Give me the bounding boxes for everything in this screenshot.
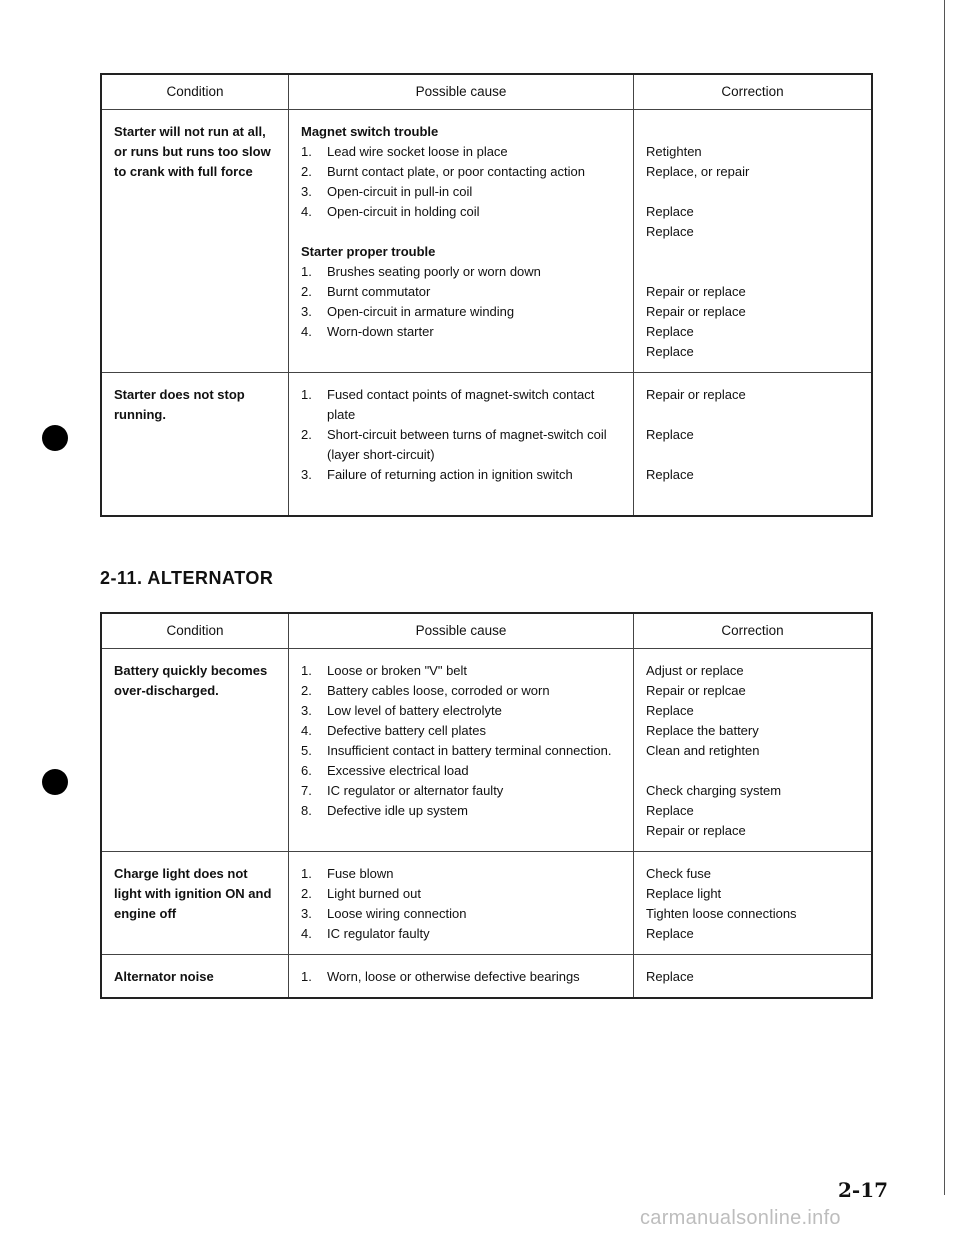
condition-cell: Charge light does not light with ignition ON and engine off	[101, 852, 289, 955]
condition-cell: Battery quickly becomes over-discharged.	[101, 649, 289, 852]
correction-text: Replace	[646, 926, 694, 941]
cause-text: Failure of returning action in ignition switch	[327, 467, 573, 482]
correction-spacer	[646, 262, 861, 282]
correction-group	[646, 967, 861, 987]
cause-group	[301, 661, 623, 821]
item-number: 3.	[301, 703, 312, 718]
item-number: 2.	[301, 284, 312, 299]
cause-list-item	[301, 465, 623, 485]
correction-text: Replace	[646, 969, 694, 984]
correction-spacer	[646, 122, 861, 142]
cause-list-item	[301, 322, 623, 342]
cause-list	[301, 864, 623, 944]
item-number: 5.	[301, 743, 312, 758]
correction-cell	[634, 852, 873, 955]
cause-list-item	[301, 385, 623, 425]
item-number: 7.	[301, 783, 312, 798]
correction-text: Repair or replcae	[646, 683, 746, 698]
cause-list-item	[301, 182, 623, 202]
table-row	[101, 955, 872, 999]
item-number: 4.	[301, 926, 312, 941]
condition-cell: Starter will not run at all, or runs but runs too slow to crank with full force	[101, 110, 289, 373]
binder-hole	[42, 769, 68, 795]
cause-list-item	[301, 761, 623, 781]
cause-text: Short-circuit between turns of magnet-switch coil (layer short-circuit)	[327, 427, 607, 462]
cause-text: Open-circuit in armature winding	[327, 304, 515, 319]
cause-list-item	[301, 781, 623, 801]
cause-text: Brushes seating poorly or worn down	[327, 264, 541, 279]
item-number: 4.	[301, 723, 312, 738]
cause-text: Loose or broken "V" belt	[327, 663, 468, 678]
condition-cell: Alternator noise	[101, 955, 289, 999]
cause-text: IC regulator or alternator faulty	[327, 783, 504, 798]
cause-list-item	[301, 864, 623, 884]
cause-text: Battery cables loose, corroded or worn	[327, 683, 550, 698]
correction-text: Replace	[646, 224, 694, 239]
correction-text: Replace	[646, 803, 694, 818]
header-correction: Correction	[634, 74, 873, 110]
item-number: 4.	[301, 324, 312, 339]
binder-hole	[42, 425, 68, 451]
cause-list-item	[301, 302, 623, 322]
cause-list-item	[301, 162, 623, 182]
correction-group	[646, 262, 861, 362]
item-number: 3.	[301, 906, 312, 921]
possible-cause-cell	[289, 110, 634, 373]
item-number: 2.	[301, 427, 312, 442]
item-number: 6.	[301, 763, 312, 778]
cause-text: Defective idle up system	[327, 803, 468, 818]
table-row	[101, 373, 872, 517]
cause-list	[301, 661, 623, 821]
alternator-troubleshooting-table	[100, 612, 873, 999]
cause-text: Open-circuit in holding coil	[327, 204, 480, 219]
cause-text: Defective battery cell plates	[327, 723, 486, 738]
cause-group	[301, 864, 623, 944]
cause-list-item	[301, 701, 623, 721]
item-number: 4.	[301, 204, 312, 219]
correction-cell	[634, 373, 873, 517]
item-number: 2.	[301, 886, 312, 901]
cause-group	[301, 122, 623, 222]
correction-cell	[634, 955, 873, 999]
cause-text: Burnt commutator	[327, 284, 431, 299]
cause-text: IC regulator faulty	[327, 926, 430, 941]
correction-group	[646, 864, 861, 944]
correction-text: Adjust or replace	[646, 663, 744, 678]
cause-list-item	[301, 202, 623, 222]
cause-list	[301, 967, 623, 987]
item-number: 3.	[301, 467, 312, 482]
correction-text: Check charging system	[646, 783, 782, 798]
correction-text: Replace	[646, 344, 694, 359]
starter-troubleshooting-table	[100, 73, 873, 517]
cause-list-item	[301, 142, 623, 162]
correction-text: Replace	[646, 427, 694, 442]
cause-list-item	[301, 282, 623, 302]
cause-group-heading: Starter proper trouble	[301, 244, 436, 259]
table-row	[101, 649, 872, 852]
cause-list-item	[301, 425, 623, 465]
item-number: 1.	[301, 387, 312, 402]
possible-cause-cell	[289, 852, 634, 955]
correction-cell	[634, 649, 873, 852]
cause-list	[301, 385, 623, 485]
correction-text: Retighten	[646, 144, 702, 159]
cause-list-item	[301, 884, 623, 904]
possible-cause-cell	[289, 649, 634, 852]
cause-list-item	[301, 904, 623, 924]
possible-cause-cell	[289, 373, 634, 517]
cause-text: Excessive electrical load	[327, 763, 469, 778]
condition-cell: Starter does not stop running.	[101, 373, 289, 517]
correction-text: Replace	[646, 204, 694, 219]
item-number: 1.	[301, 969, 312, 984]
header-possible-cause: Possible cause	[289, 74, 634, 110]
header-condition: Condition	[101, 74, 289, 110]
correction-text: Replace	[646, 467, 694, 482]
cause-list-item	[301, 681, 623, 701]
cause-text: Lead wire socket loose in place	[327, 144, 508, 159]
correction-group	[646, 385, 861, 505]
item-number: 3.	[301, 304, 312, 319]
cause-text: Fused contact points of magnet-switch contact plate	[327, 387, 595, 422]
item-number: 2.	[301, 164, 312, 179]
page-number: 2-17	[838, 1178, 889, 1202]
cause-text: Light burned out	[327, 886, 421, 901]
cause-group	[301, 242, 623, 342]
correction-text: Replace, or repair	[646, 164, 750, 179]
correction-text: Check fuse	[646, 866, 712, 881]
cause-list-item	[301, 967, 623, 987]
footer-watermark: carmanualsonline.info	[640, 1207, 841, 1229]
cause-group	[301, 967, 623, 987]
correction-text: Repair or replace	[646, 823, 746, 838]
correction-group	[646, 661, 861, 841]
header-correction: Correction	[634, 613, 873, 649]
correction-cell	[634, 110, 873, 373]
cause-text: Fuse blown	[327, 866, 394, 881]
correction-text: Repair or replace	[646, 387, 746, 402]
correction-text: Repair or replace	[646, 284, 746, 299]
correction-text: Replace	[646, 703, 694, 718]
cause-list-item	[301, 801, 623, 821]
correction-text: Clean and retighten	[646, 743, 760, 758]
cause-group-heading: Magnet switch trouble	[301, 124, 439, 139]
item-number: 1.	[301, 866, 312, 881]
table-header-row	[101, 613, 872, 649]
cause-list-item	[301, 721, 623, 741]
cause-group	[301, 385, 623, 485]
page-edge-line	[944, 0, 945, 1195]
header-condition: Condition	[101, 613, 289, 649]
item-number: 2.	[301, 683, 312, 698]
correction-group	[646, 122, 861, 242]
cause-list-item	[301, 661, 623, 681]
cause-list	[301, 262, 623, 342]
cause-text: Worn-down starter	[327, 324, 434, 339]
section-title: 2-11. ALTERNATOR	[100, 568, 274, 588]
header-possible-cause: Possible cause	[289, 613, 634, 649]
cause-list-item	[301, 262, 623, 282]
item-number: 1.	[301, 663, 312, 678]
table-header-row	[101, 74, 872, 110]
item-number: 3.	[301, 184, 312, 199]
table-row	[101, 852, 872, 955]
cause-list-item	[301, 741, 623, 761]
cause-text: Low level of battery electrolyte	[327, 703, 502, 718]
cause-text: Burnt contact plate, or poor contacting action	[327, 164, 585, 179]
item-number: 1.	[301, 264, 312, 279]
cause-list	[301, 142, 623, 222]
correction-text: Repair or replace	[646, 304, 746, 319]
correction-text: Tighten loose connections	[646, 906, 797, 921]
item-number: 8.	[301, 803, 312, 818]
correction-text: Replace light	[646, 886, 722, 901]
item-number: 1.	[301, 144, 312, 159]
cause-list-item	[301, 924, 623, 944]
table-row	[101, 110, 872, 373]
cause-text: Open-circuit in pull-in coil	[327, 184, 473, 199]
correction-text: Replace	[646, 324, 694, 339]
cause-text: Loose wiring connection	[327, 906, 467, 921]
correction-text: Replace the battery	[646, 723, 759, 738]
cause-text: Worn, loose or otherwise defective bearings	[327, 969, 580, 984]
cause-text: Insufficient contact in battery terminal connection.	[327, 743, 612, 758]
possible-cause-cell	[289, 955, 634, 999]
